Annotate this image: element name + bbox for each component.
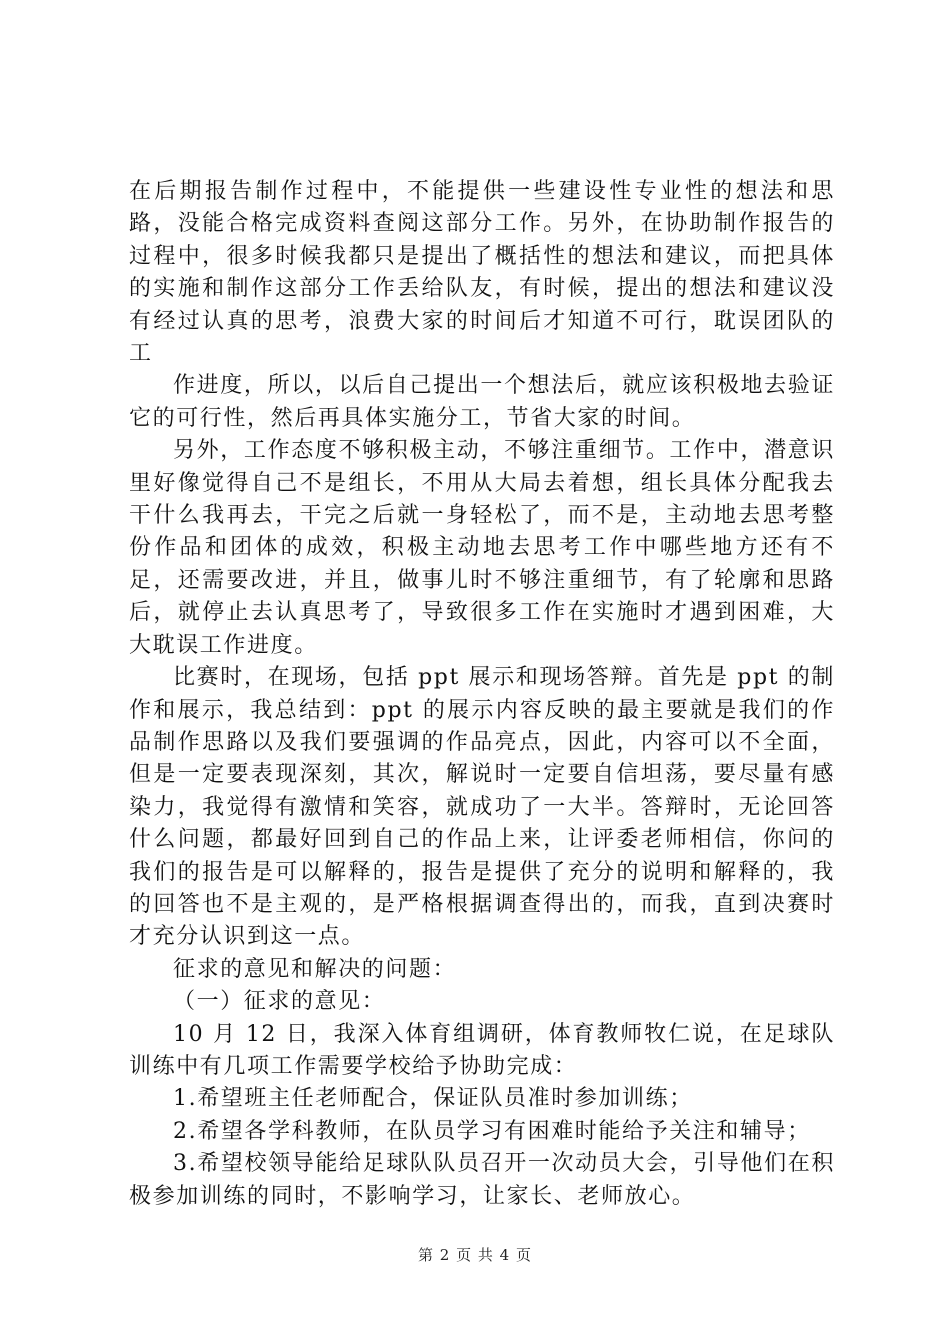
paragraph-10: 3.希望校领导能给足球队队员召开一次动员大会，引导他们在积极参加训练的同时，不影响学习，让家长、老师放心。 bbox=[129, 1151, 835, 1209]
paragraph-8: 1.希望班主任老师配合，保证队员准时参加训练； bbox=[173, 1086, 693, 1112]
paragraph-5: 征求的意见和解决的问题： bbox=[173, 956, 457, 982]
paragraph-1: 在后期报告制作过程中，不能提供一些建设性专业性的想法和思路，没能合格完成资料查阅这部分工作。另外，在协助制作报告的过程中，很多时候我都只是提出了概括性的想法和建议，而把具体的实施和制作这部分工作丢给队友，有时候，提出的想法和建议没有经过认真的思考，浪费大家的时间后才知道不可行，耽误团队的工 bbox=[129, 179, 835, 367]
paragraph-6: （一）征求的意见： bbox=[173, 989, 386, 1015]
paragraph-7: 10 月 12 日，我深入体育组调研，体育教师牧仁说，在足球队训练中有几项工作需要学校给予协助完成： bbox=[129, 1021, 835, 1079]
paragraph-9: 2.希望各学科教师，在队员学习有困难时能给予关注和辅导； bbox=[173, 1118, 811, 1144]
paragraph-3: 另外，工作态度不够积极主动，不够注重细节。工作中，潜意识里好像觉得自己不是组长，不用从大局去着想，组长具体分配我去干什么我再去，干完之后就一身轻松了，而不是，主动地去思考整份作品和团体的成效，积极主动地去思考工作中哪些地方还有不足，还需要改进，并且，做事儿时不够注重细节，有了轮廓和思路后，就停止去认真思考了，导致很多工作在实施时才遇到困难，大大耽误工作进度。 bbox=[129, 438, 835, 658]
page-footer: 第 2 页 共 4 页 bbox=[418, 1246, 532, 1264]
document-body bbox=[129, 176, 835, 1213]
paragraph-2: 作进度，所以，以后自己提出一个想法后，就应该积极地去验证它的可行性，然后再具体实施分工，节省大家的时间。 bbox=[129, 373, 835, 431]
paragraph-4: 比赛时，在现场，包括 ppt 展示和现场答辩。首先是 ppt 的制作和展示，我总结到：ppt 的展示内容反映的最主要就是我们的作品制作思路以及我们要强调的作品亮点，因此，内容可以不全面，但是一定要表现深刻，其次，解说时一定要自信坦荡，要尽量有感染力，我觉得有激情和笑容，就成功了一大半。答辩时，无论回答什么问题，都最好回到自己的作品上来，让评委老师相信，你问的我们的报告是可以解释的，报告是提供了充分的说明和解释的，我的回答也不是主观的，是严格根据调查得出的，而我，直到决赛时才充分认识到这一点。 bbox=[129, 665, 835, 950]
